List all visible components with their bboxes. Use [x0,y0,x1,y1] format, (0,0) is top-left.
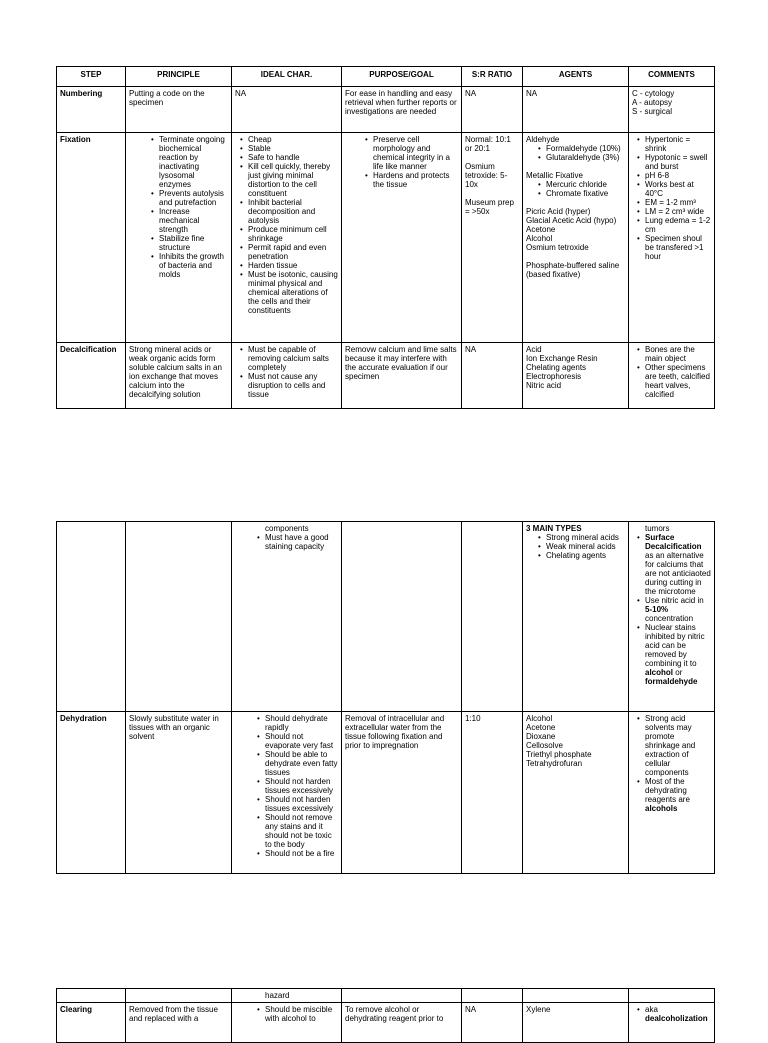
agent-line: Osmium tetroxide [526,243,589,252]
ratio-osmium: Osmium tetroxide: 5-10x [465,162,508,189]
agent-line: Acetone [526,723,556,732]
list-item: • Hardens and protects the tissue [373,171,458,189]
list-item: • Permit rapid and even penetration [248,243,338,261]
agent-group-title: Metallic Fixative [526,171,583,180]
list-item [645,623,711,686]
comments-cell [629,87,715,133]
processing-table-page-1 [56,66,715,409]
nitric-text: Use nitric acid in [645,596,704,605]
list-item: • Specimen shoul be transfered >1 hour [645,234,711,261]
header-sr-ratio: S:R RATIO [462,67,523,87]
list-item: • Strong mineral acids [546,533,625,542]
dehydrating-reagents-alcohols: alcohols [645,804,678,813]
list-item: • Hypertonic = shrink [645,135,711,153]
agents-cell [523,522,629,712]
list-item: • Produce minimum cell shrinkage [248,225,338,243]
list-item: • Cheap [248,135,338,144]
dehydrating-reagents-text: Most of the dehydrating reagents are [645,777,690,804]
stain-text: Nuclear stains inhibited by nitric acid can be removed by combining it to [645,623,705,668]
list-item: • Must be capable of removing calcium salts completely [248,345,338,372]
list-item: • Chromate fixative [546,189,625,198]
list-item: • pH 6-8 [645,171,711,180]
header-comments: COMMENTS [629,67,715,87]
list-item: • Increase mechanical strength [159,207,228,234]
purpose-cell: To remove alcohol or dehydrating reagent prior to [342,1003,462,1043]
table-row-decalcification [57,343,715,409]
header-purpose-goal: PURPOSE/GOAL [342,67,462,87]
agent-line: Dioxane [526,732,556,741]
list-item: • Formaldehyde (10%) [546,144,625,153]
table-row-fixation [57,133,715,343]
agents-cell: Xylene [523,1003,629,1043]
agents-cell [523,712,629,874]
list-item: • Bones are the main object [645,345,711,363]
table-row-numbering [57,87,715,133]
dealcoholization-text: dealcoholization [645,1014,708,1023]
ideal-cell [232,712,342,874]
table-row-dehydration [57,712,715,874]
purpose-cell: For ease in handling and easy retrieval when further reports or investigations are needed [342,87,462,133]
comments-cell [629,522,715,712]
list-item: • Works best at 40°C [645,180,711,198]
ideal-cell [232,343,342,409]
step-cell: Clearing [57,1003,126,1043]
surface-decal-text: as an alternative for calciums that are not anticiaoted during cutting in the microtome [645,551,711,596]
step-cell: Numbering [57,87,126,133]
ideal-cell [232,133,342,343]
header-principle: PRINCIPLE [126,67,232,87]
ideal-cell: NA [232,87,342,133]
ratio-cell [462,522,523,712]
list-item [645,596,711,623]
principle-cell [126,133,232,343]
ideal-cell [232,989,342,1003]
table-row-decalcification-cont [57,522,715,712]
list-item: • Other specimens are teeth, calcified heart valves, calcified [645,363,711,399]
comments-cell [629,343,715,409]
comments-cell [629,133,715,343]
list-item: • Terminate ongoing biochemical reaction by inactivating lysosomal enzymes [159,135,228,189]
comment-line: C - cytology [632,89,675,98]
principle-cell: Slowly substitute water in tissues with an organic solvent [126,712,232,874]
stain-or: or [675,668,683,677]
nitric-concentration: 5-10% [645,605,669,614]
list-item: • Must be isotonic, causing minimal physical and chemical alterations of the cells and their constituents [248,270,338,315]
agent-line: Triethyl phosphate [526,750,592,759]
header-agents: AGENTS [523,67,629,87]
step-cell: Decalcification [57,343,126,409]
principle-cell: Removed from the tissue and replaced with a [126,1003,232,1043]
comment-line: S - surgical [632,107,673,116]
ratio-normal: Normal: 10:1 or 20:1 [465,135,511,153]
table-header-row [57,67,715,87]
list-item: • EM = 1-2 mm³ [645,198,711,207]
list-item: • Inhibits the growth of bacteria and molds [159,252,228,279]
list-item: • Weak mineral acids [546,542,625,551]
purpose-cell [342,522,462,712]
list-item: • Preserve cell morphology and chemical integrity in a life like manner [373,135,458,171]
list-item [645,1005,711,1023]
ideal-continuation: hazard [265,991,290,1000]
comments-cell [629,1003,715,1043]
agents-cell [523,989,629,1003]
ratio-cell [462,989,523,1003]
aka-text: aka [645,1005,658,1014]
agent-line: Picric Acid (hyper) [526,207,591,216]
list-item: • Mercuric chloride [546,180,625,189]
list-item: • Should not be a fire [265,849,338,858]
purpose-cell: Removal of intracellular and extracellular water from the tissue following fixation and prior to impregnation [342,712,462,874]
table-row-dehydration-cont [57,989,715,1003]
agent-line: Acid [526,345,542,354]
agents-types-title: 3 MAIN TYPES [526,524,582,533]
agents-cell [523,343,629,409]
list-item: • Should dehydrate rapidly [265,714,338,732]
agents-cell: NA [523,87,629,133]
ideal-cell [232,1003,342,1043]
agents-cell [523,133,629,343]
stain-alcohol: alcohol [645,668,674,677]
purpose-cell [342,989,462,1003]
list-item: • Strong acid solvents may promote shrinkage and extraction of cellular components [645,714,711,777]
ratio-cell: NA [462,1003,523,1043]
ratio-cell: 1:10 [462,712,523,874]
table-row-clearing [57,1003,715,1043]
comment-continuation: tumors [645,524,670,533]
list-item: • Should not remove any stains and it should not be toxic to the body [265,813,338,849]
agent-group-title: Aldehyde [526,135,560,144]
ideal-cell [232,522,342,712]
header-step: STEP [57,67,126,87]
list-item: • Should be miscible with alcohol to [265,1005,338,1023]
agent-line: Tetrahydrofuran [526,759,583,768]
list-item: • Chelating agents [546,551,625,560]
principle-cell [126,989,232,1003]
comments-cell [629,712,715,874]
list-item: • Must have a good staining capacity [265,533,338,551]
list-item: • Should be able to dehydrate even fatty tissues [265,750,338,777]
list-item: • LM = 2 cm³ wide [645,207,711,216]
agent-line: Acetone [526,225,556,234]
agent-line: Phosphate-buffered saline (based fixative) [526,261,620,279]
processing-table-page-3 [56,988,715,1043]
agent-line: Alcohol [526,234,553,243]
stain-formaldehyde: formaldehyde [645,677,698,686]
comment-line: A - autopsy [632,98,673,107]
purpose-cell: Removw calcium and lime salts because it may interfere with the accurate evaluation if our specimen [342,343,462,409]
list-item: • Glutaraldehyde (3%) [546,153,625,162]
header-ideal-char: IDEAL CHAR. [232,67,342,87]
list-item: • Should not evaporate very fast [265,732,338,750]
nitric-text-end: concentration [645,614,694,623]
processing-table-page-2 [56,521,715,874]
list-item: • Must not cause any disruption to cells and tissue [248,372,338,399]
agent-line: Cellosolve [526,741,563,750]
list-item: • Harden tissue [248,261,338,270]
list-item: • Inhibit bacterial decomposition and autolysis [248,198,338,225]
ratio-cell: NA [462,87,523,133]
ideal-continuation: components [265,524,309,533]
list-item: • Should not harden tissues excessively [265,795,338,813]
ratio-museum: Museum prep = >50x [465,198,514,216]
agent-line: Electrophoresis [526,372,582,381]
ratio-cell [462,133,523,343]
list-item [645,777,711,813]
surface-decal-title: Surface Decalcification [645,533,702,551]
list-item [645,533,711,596]
principle-cell: Putting a code on the specimen [126,87,232,133]
ratio-cell: NA [462,343,523,409]
list-item: • Hypotonic = swell and burst [645,153,711,171]
list-item: • Prevents autolysis and putrefaction [159,189,228,207]
list-item: • Lung edema = 1-2 cm [645,216,711,234]
list-item: • Kill cell quickly, thereby just giving minimal distortion to the cell constituent [248,162,338,198]
principle-cell [126,522,232,712]
purpose-cell [342,133,462,343]
list-item: • Should not harden tissues excessively [265,777,338,795]
list-item: • Stabilize fine structure [159,234,228,252]
agent-line: Glacial Acetic Acid (hypo) [526,216,617,225]
list-item: • Safe to handle [248,153,338,162]
step-cell [57,989,126,1003]
step-cell: Dehydration [57,712,126,874]
comments-cell [629,989,715,1003]
agent-line: Ion Exchange Resin [526,354,598,363]
agent-line: Alcohol [526,714,553,723]
principle-cell: Strong mineral acids or weak organic acids form soluble calcium salts in an ion exchange that moves calcium into the decalcifying solution [126,343,232,409]
agent-line: Chelating agents [526,363,587,372]
step-cell [57,522,126,712]
agent-line: Nitric acid [526,381,562,390]
step-cell: Fixation [57,133,126,343]
list-item: • Stable [248,144,338,153]
